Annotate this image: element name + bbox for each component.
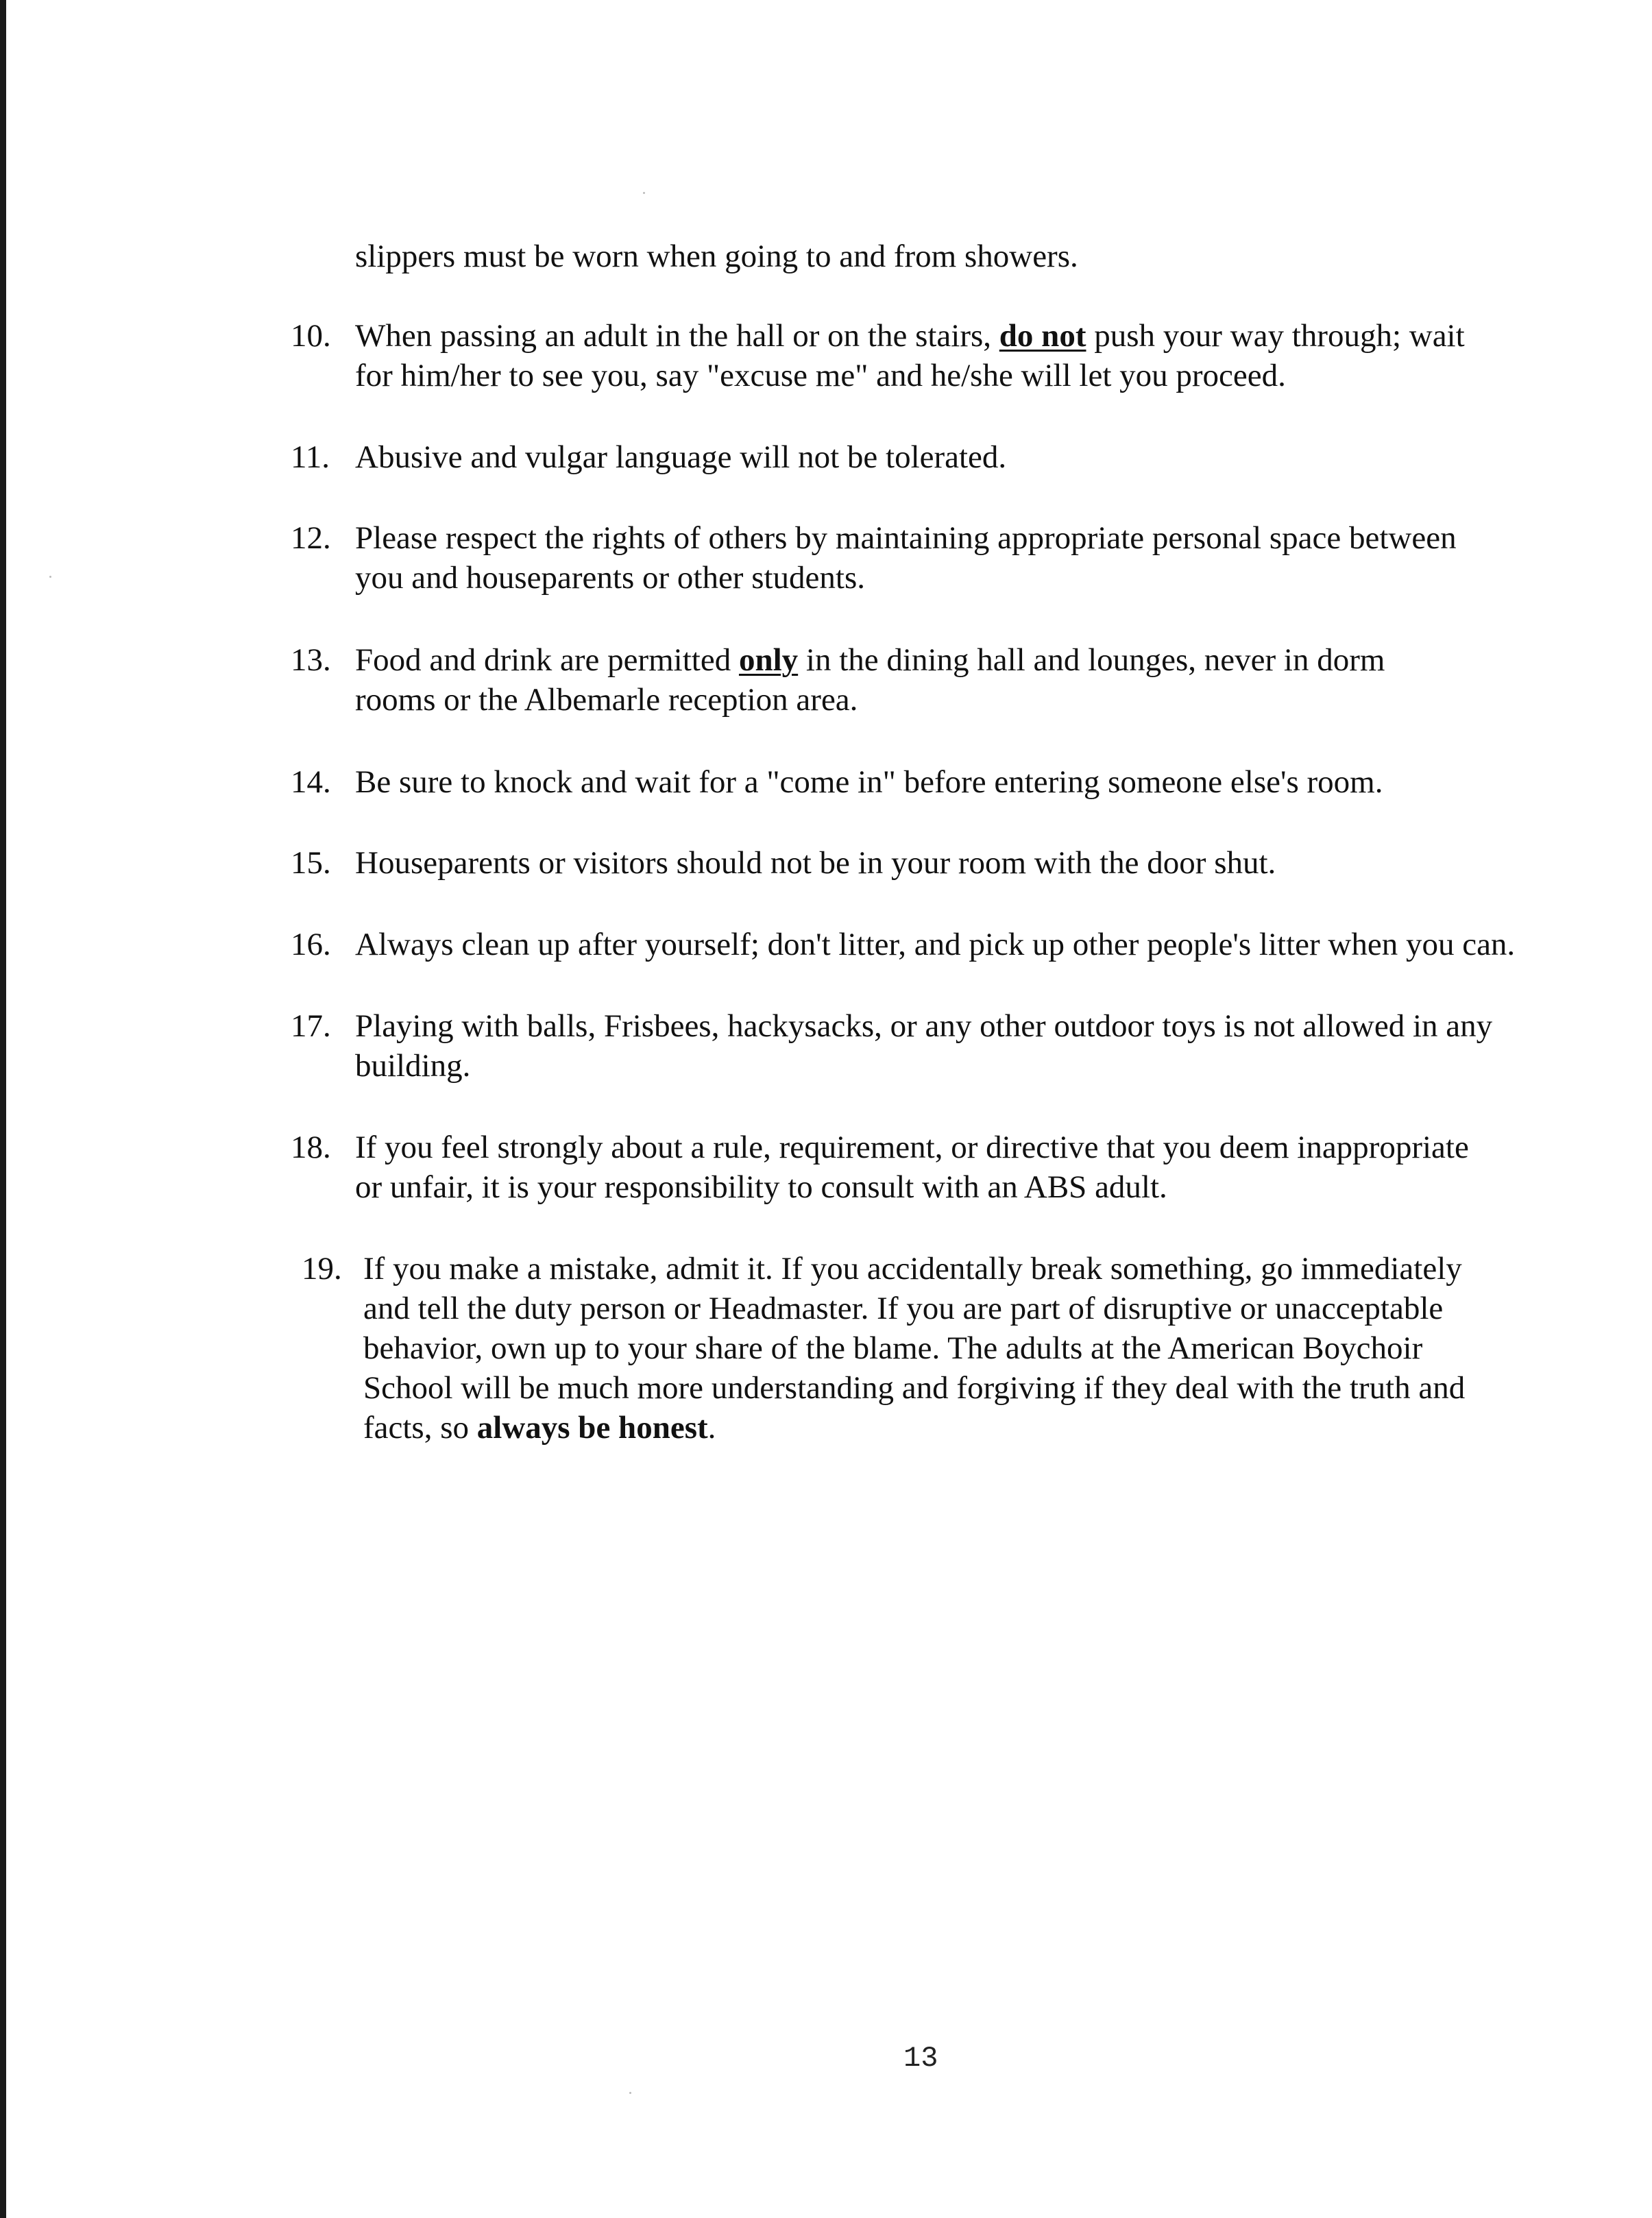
item-number: 15. (291, 845, 331, 881)
text-run: rooms or the Albemarle reception area. (355, 682, 858, 718)
text-run: If you make a mistake, admit it. If you accidentally break something, go immediately (363, 1251, 1462, 1287)
text-run: Always clean up after yourself; don't litter, and pick up other people's litter when you can. (355, 927, 1516, 962)
item-number: 12. (291, 520, 331, 556)
text-run: facts, so (363, 1410, 477, 1446)
item-line (355, 1046, 1492, 1086)
item-line (355, 316, 1465, 356)
text-run: Food and drink are permitted (355, 642, 739, 678)
item-number: 10. (291, 318, 331, 354)
emphasis-only: only (738, 642, 799, 678)
text-run: behavior, own up to your share of the blame. The adults at the American Boychoir (363, 1330, 1423, 1366)
item-line (355, 1006, 1492, 1046)
item-line (355, 437, 1006, 477)
text-run: When passing an adult in the hall or on the stairs, (355, 318, 999, 354)
item-line (363, 1368, 1465, 1408)
item-number: 13. (291, 642, 331, 678)
item-line (355, 762, 1383, 802)
text-run: Houseparents or visitors should not be in your room with the door shut. (355, 845, 1276, 881)
list-item-16 (355, 925, 1515, 964)
scan-speck (49, 576, 51, 578)
list-item-12 (355, 518, 1457, 598)
text-run: push your way through; wait (1086, 318, 1465, 354)
continuation-line: slippers must be worn when going to and from showers. (355, 239, 1078, 274)
scan-left-border (0, 0, 6, 2218)
text-run: and tell the duty person or Headmaster. If you are part of disruptive or unacceptable (363, 1291, 1444, 1326)
item-number: 14. (291, 764, 331, 800)
item-line (355, 925, 1515, 964)
item-number: 18. (291, 1130, 331, 1165)
text-run: Playing with balls, Frisbees, hackysacks, or any other outdoor toys is not allowed in any (355, 1008, 1493, 1044)
scan-speck (629, 2092, 631, 2094)
list-item-14 (355, 762, 1383, 802)
list-item-19 (363, 1249, 1465, 1448)
list-item-18 (355, 1128, 1469, 1207)
page-number: 13 (903, 2042, 938, 2075)
text-run: Be sure to knock and wait for a "come in" before entering someone else's room. (355, 764, 1383, 800)
list-item-15 (355, 843, 1276, 883)
item-line (355, 843, 1276, 883)
text-run: for him/her to see you, say "excuse me" and he/she will let you proceed. (355, 358, 1286, 393)
text-run: you and houseparents or other students. (355, 560, 866, 596)
item-line (355, 1128, 1469, 1167)
item-line (363, 1249, 1465, 1289)
list-item-17 (355, 1006, 1492, 1086)
text-run: If you feel strongly about a rule, requirement, or directive that you deem inappropriate (355, 1130, 1469, 1165)
text-run: . (707, 1410, 716, 1446)
item-line (355, 518, 1457, 558)
text-run: Abusive and vulgar language will not be tolerated. (355, 439, 1007, 475)
text-run: in the dining hall and lounges, never in dorm (798, 642, 1385, 678)
item-number: 16. (291, 927, 331, 962)
item-line (355, 640, 1385, 680)
list-item-10 (355, 316, 1465, 395)
item-line (363, 1289, 1465, 1328)
emphasis-always-be-honest: always be honest (476, 1410, 708, 1446)
text-run: School will be much more understanding and forgiving if they deal with the truth and (363, 1370, 1466, 1406)
item-number: 19. (302, 1251, 342, 1287)
text-run: or unfair, it is your responsibility to consult with an ABS adult. (355, 1169, 1167, 1205)
list-item-11 (355, 437, 1006, 477)
text-run: Please respect the rights of others by maintaining appropriate personal space between (355, 520, 1457, 556)
item-line (355, 558, 1457, 598)
item-line (355, 680, 1385, 720)
scan-speck (643, 192, 645, 194)
item-line (363, 1328, 1465, 1368)
item-number: 11. (291, 439, 330, 475)
text-run: building. (355, 1048, 471, 1084)
emphasis-do-not: do not (999, 318, 1086, 354)
item-number: 17. (291, 1008, 331, 1044)
item-line (363, 1408, 1465, 1448)
list-item-13 (355, 640, 1385, 720)
item-line (355, 1167, 1469, 1207)
item-line (355, 356, 1465, 395)
